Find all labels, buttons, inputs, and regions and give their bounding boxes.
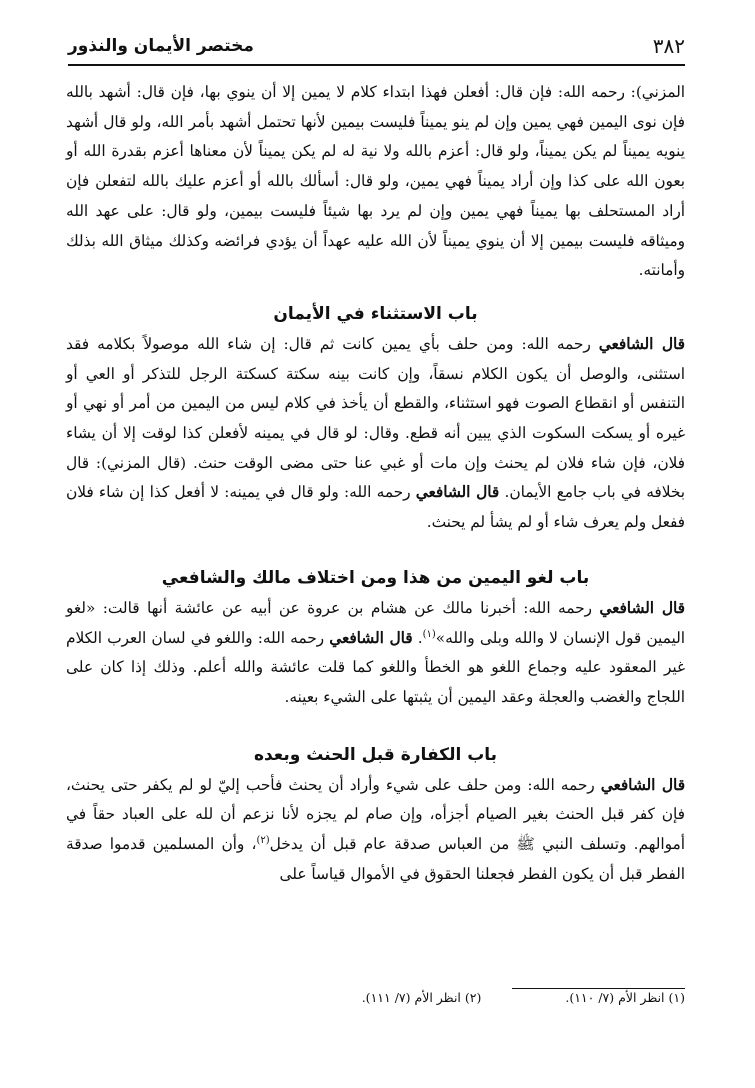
intro-paragraph <box>66 78 685 286</box>
running-title: مختصر الأيمان والنذور <box>68 36 254 56</box>
sentence-end: . <box>417 628 423 647</box>
section1-paragraph <box>66 330 685 538</box>
section2-text-2: رحمه الله: واللغو في لسان العرب الكلام غير المعقود عليه وجماع اللغو هو الخطأ واللغو كما قلت عائشة والله أعلم. وذلك إذا كان على اللجاج والغضب والعجلة وعقد اليمين أن يثبتها على الشيء بعينه. <box>66 628 685 706</box>
footnote-ref-2: (٢) <box>256 834 270 846</box>
section1-text-2: رحمه الله: ولو قال في يمينه: لا أفعل كذا إن شاء فلان ففعل ولم يعرف شاء أو لم يشأ لم يحنث. <box>66 483 685 532</box>
speaker-label: قال الشافعي <box>415 483 500 502</box>
section-heading-laghw: باب لغو اليمين من هذا ومن اختلاف مالك والشافعي <box>161 567 590 588</box>
footnote-2: (٢) انظر الأم (٧/ ١١١). <box>361 990 482 1005</box>
speaker-label: قال الشافعي <box>599 598 685 617</box>
page-body <box>66 78 685 889</box>
speaker-label: قال الشافعي <box>600 775 686 794</box>
section2-paragraph <box>66 594 685 713</box>
speaker-label: قال الشافعي <box>329 628 413 647</box>
page-number: ٣٨٢ <box>652 34 685 58</box>
section2-text: رحمه الله: أخبرنا مالك عن هشام بن عروة عن أبيه عن عائشة أنها قالت: «لغو اليمين قول الإنسان لا والله وبلى والله» <box>66 598 686 647</box>
footnotes <box>224 990 685 1005</box>
section3-text-2: ، وأن المسلمين قدموا صدقة الفطر قبل أن يكون الفطر فجعلنا الحقوق في الأموال قياساً على <box>66 835 685 883</box>
page-header <box>68 34 685 60</box>
footnote-rule <box>512 988 685 989</box>
footnote-ref-1: (١) <box>422 628 436 640</box>
section3-text: رحمه الله: ومن حلف على شيء وأراد أن يحنث فأحب إليّ لو لم يكفر حتى يحنث، فإن كفر قبل الحنث بغير الصيام أجزأه، وإن صام لم يجزه لأنا نزعم أن لله على العباد حقاً في أموالهم. وتسلف النبي ﷺ من العباس صدقة عام قبل أن يدخل <box>66 775 685 854</box>
section1-text: رحمه الله: ومن حلف بأي يمين كانت ثم قال: إن شاء الله موصولاً بكلامه فقد استثنى، والوصل أن يكون الكلام نسقاً، وإن كانت بينه سكتة كسكتة الرجل للتذكر أو العي أو التنفس أو انقطاع الصوت فهو استثناء، والقطع أن يأخذ في كلام ليس من اليمين من أمر أو نهي أو غيره أو يسكت السكوت الذي يبين أنه قطع. وقال: لو قال في يمينه لأفعلن كذا لوقت إلا أن يشاء فلان، فإن شاء فلان لم يحنث وإن مات أو غبي عنا حتى مضى الوقت حنث. (قال المزني): قال بخلافه في باب جامع الأيمان. <box>66 334 685 502</box>
intro-text: المزني): رحمه الله: فإن قال: أفعلن فهذا ابتداء كلام لا يمين إلا أن ينوي بها، فإن قال: أشهد بالله فإن نوى اليمين فهي يمين وإن لم ينو يميناً فليست بيمين لأنها تحتمل أشهد بأمر الله، ولو قال أشهد ينويه يميناً لم يكن يميناً، ولو قال: أعزم بالله ولا نية له لم يكن يميناً لأن معناها أعزم بقدرة الله أو بعون الله على كذا وإن أراد يميناً فهي يمين، ولو قال: أسألك بالله أو أعزم عليك بالله لتفعلن فإن أراد المستحلف بها يميناً فهي يمين وإن لم يرد بها شيئاً فليست بيمين، ولو قال: على عهد الله وميثاقه فليست بيمين إلا أن ينوي يميناً لأن الله عليه عهداً أن يؤدي فرائضه وكذلك ميثاق الله بذلك وأمانته. <box>66 83 685 280</box>
footnote-1: (١) انظر الأم (٧/ ١١٠). <box>565 990 685 1005</box>
section-heading-kaffara: باب الكفارة قبل الحنث وبعده <box>253 744 498 765</box>
section3-paragraph <box>66 771 685 890</box>
speaker-label: قال الشافعي <box>598 334 685 353</box>
header-rule <box>68 64 685 66</box>
section-heading-istithna: باب الاستثناء في الأيمان <box>273 303 478 324</box>
